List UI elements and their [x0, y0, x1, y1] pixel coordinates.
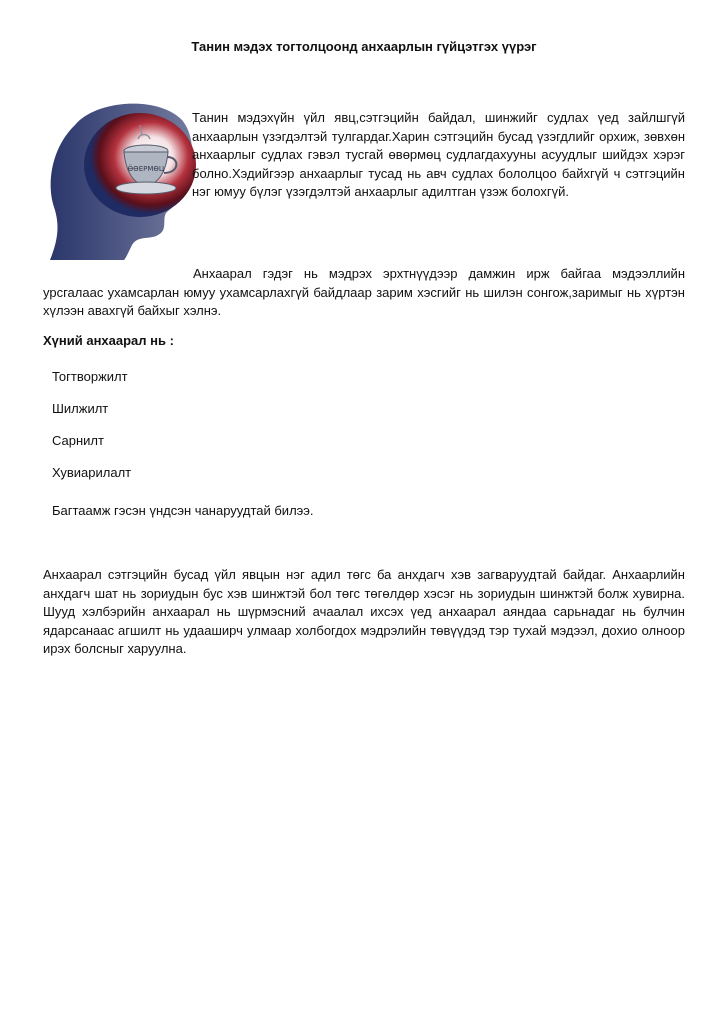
intro-paragraph: Танин мэдэхүйн үйл явц,сэтгэцийн байдал, шинжийг судлах үед зайлшгүй анхаарлын үзэгдэлтэй тулгардаг.Харин сэтгэцийн бусад үзэгдлийг орхиж, зөвхөн анхаарлыг судлах гэвэл тусгай өвөрмөц судлагдахууны асуудлыг шийдэх хэрэг болно.Хэдийгээр анхаарлыг тусад нь авч судлах бололцоо байхгүй ч сэтгэцийн нэг юмуу бүлэг үзэгдэлтэй анхаарлыг адилтган үзэж болохгүй.: [192, 110, 685, 200]
list-item: Шилжилт: [52, 401, 109, 416]
attention-definition-paragraph: Анхаарал гэдэг нь мэдрэх эрхтнүүдээр дамжин ирж байгаа мэдээллийн урсгалаас ухамсарлан юмуу ухамсарлахгүй байдлаар зарим хэсгийг нь шилэн сонгож,заримыг нь хүртэн хүлээн авахгүй байхыг хэлнэ.: [43, 266, 685, 319]
traits-list: [52, 368, 131, 496]
traits-conclusion: Багтаамж гэсэн үндсэн чанаруудтай билээ.: [52, 503, 314, 518]
list-item: Хувиарилалт: [52, 465, 132, 480]
list-item: Сарнилт: [52, 433, 104, 448]
cup-label: ӪӨЕРМӨЦ: [127, 165, 165, 173]
final-paragraph: Анхаарал сэтгэцийн бусад үйл явцын нэг адил төгс ба анхдагч хэв загваруудтай байдаг. Анхаарлийн анхдагч шат нь зориудын бус хэв шинжтэй бол төгс төгөлдөр хэсэг нь зориудын шинжтэй болж хувирна. Шууд хэлбэрийн анхаарал нь шүрмэсний ачаалал ихсэх үед анхаарал аяндаа сарьнадаг нь булчин ядарсанаас агшилт нь удааширч улмаар холбогдох мэдрэлийн төвүүдэд тэр тухай мэдээл, дохио олноор ирэх болсныг харуулна.: [43, 567, 685, 657]
document-title: Танин мэдэх тогтолцоонд анхаарлын гүйцэтгэх үүрэг: [191, 39, 537, 54]
list-item: Тогтворжилт: [52, 369, 128, 384]
traits-heading: Хүний анхаарал нь :: [43, 333, 174, 348]
head-profile-with-teacup-icon: [40, 95, 200, 260]
